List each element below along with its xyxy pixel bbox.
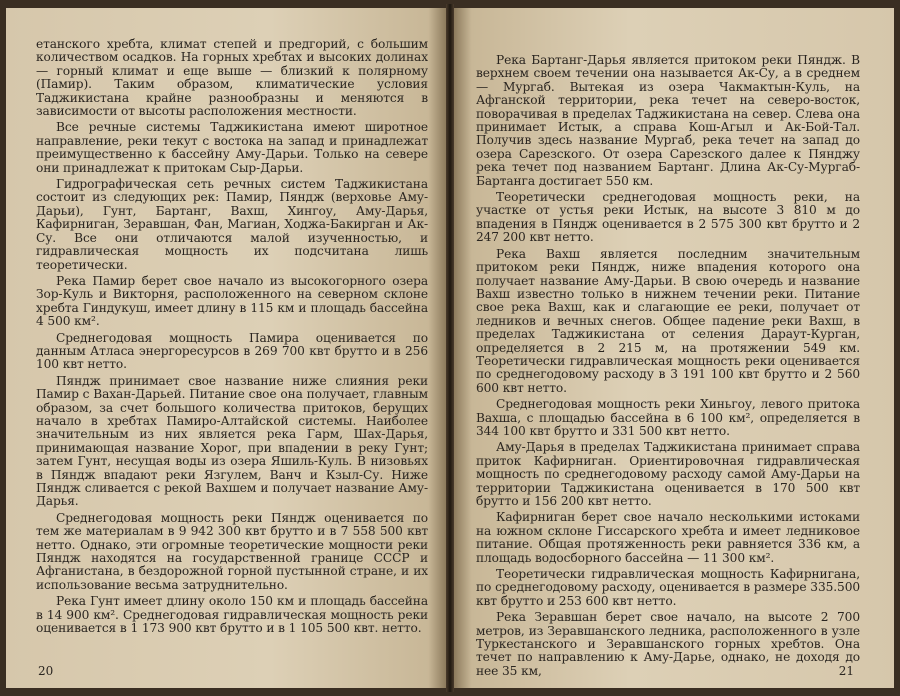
- left-paragraph: Все речные системы Таджикистана имеют широтное направление, реки текут с востока на запад и принадлежат преимущественно к бассейну Аму-Дарьи. Только на севере они принадлежат к притокам Сыр-Дарьи.: [36, 120, 428, 175]
- right-paragraph: Теоретически среднегодовая мощность реки, на участке от устья реки Истык, на высоте 3 810 м до впадения в Пяндж оценивается в 2 575 300 квт брутто и 2 247 200 квт нетто.: [476, 190, 860, 245]
- page-number-left: 20: [38, 664, 54, 678]
- right-paragraph: Река Бартанг-Дарья является притоком реки Пяндж. В верхнем своем течении она называется Ак-Су, а в среднем — Мургаб. Вытекая из озера Чакмактын-Куль, на Афганской территории, река течет на северо-восток, поворачивая в пределах Таджикистана на север. Слева она принимает Истык, а справа Кош-Агыл и Ак-Бой-Тал. Получив здесь название Мургаб, река течет на запад до озера Сарезского. От озера Сарезского далее к Пянджу река течет под названием Бартанг. Длина Ак-Су-Мургаб-Бартанга достигает 550 км.: [476, 53, 860, 188]
- left-paragraph: етанского хребта, климат степей и предгорий, с большим количеством осадков. На горных хребтах и высоких долинах — горный климат и еще выше — близкий к полярному (Памир). Таким образом, климатические условия Таджикистана крайне разнообразны и меняются в зависимости от высоты расположения местности.: [36, 37, 428, 119]
- left-paragraph: Среднегодовая мощность реки Пяндж оценивается по тем же материалам в 9 942 300 квт брутто и в 7 558 500 квт нетто. Однако, эти огромные теоретические мощности реки Пяндж находятся на государственной границе СССР и Афганистана, в бездорожной горной пустынной стране, и их использование весьма затруднительно.: [36, 510, 428, 592]
- left-paragraph: Пяндж принимает свое название ниже слияния реки Памир с Вахан-Дарьей. Питание свое она получает, главным образом, за счет большого количества притоков, берущих начало в хребтах Памиро-Алтайской системы. Наиболее значительным из них является река Гарм, Шах-Дарья, принимающая название Хорог, при впадении в реку Гунт; затем Гунт, несущая воды из озера Яшиль-Куль. В низовьях в Пяндж впадают реки Язгулем, Ванч и Кзыл-Су. Ниже Пяндж сливается с рекой Вахшем и получает название Аму-Дарья.: [36, 373, 428, 509]
- right-paragraph: Кафирниган берет свое начало несколькими истоками на южном склоне Гиссарского хребта и имеет ледниковое питание. Общая протяженность реки равняется 336 км, а площадь водосборного бассейна — 11 300 км².: [476, 510, 860, 565]
- right-paragraph: Река Вахш является последним значительным притоком реки Пяндж, ниже впадения которого она получает название Аму-Дарьи. В свою очередь и название Вахш известно только в нижнем течении реки. Питание свое река Вахш, как и слагающие ее реки, получает от ледников и вечных снегов. Общее падение реки Вахш, в пределах Таджикистана от селения Дараут-Курган, определяется в 2 215 м, на протяжении 549 км. Теоретически гидравлическая мощность реки оценивается по среднегодовому расходу в 3 191 100 квт брутто и 2 560 600 квт нетто.: [476, 246, 860, 395]
- left-paragraph: Река Гунт имеет длину около 150 км и площадь бассейна в 14 900 км². Среднегодовая гидравлическая мощность реки оценивается в 1 173 900 квт брутто и в 1 105 500 квт. нетто.: [36, 594, 428, 636]
- left-paragraph: Среднегодовая мощность Памира оценивается по данным Атласа энергоресурсов в 269 700 квт брутто и в 256 100 квт нетто.: [36, 330, 428, 372]
- left-paragraph: Река Памир берет свое начало из высокогорного озера Зор-Куль и Викторня, расположенного на северном склоне хребта Гиндукуш, имеет длину в 115 км и площадь бассейна 4 500 км².: [36, 273, 428, 329]
- right-paragraph: Среднегодовая мощность реки Хиньгоу, левого притока Вахша, с площадью бассейна в 6 100 км², определяется в 344 100 квт брутто и 331 500 квт нетто.: [476, 397, 860, 438]
- left-paragraph: Гидрографическая сеть речных систем Таджикистана состоит из следующих рек: Памир, Пяндж (верховье Аму-Дарьи), Гунт, Бартанг, Вахш, Хингоу, Аму-Дарья, Кафирниган, Зеравшан, Фан, Магиан, Ходжа-Бакирган и Ак-Су. Все они отличаются малой изученностью, и гидравлическая мощность их подсчитана лишь теоретически.: [36, 177, 428, 272]
- right-page: [454, 8, 894, 688]
- page-number-right: 21: [838, 664, 854, 678]
- right-paragraph: Аму-Дарья в пределах Таджикистана принимает справа приток Кафирниган. Ориентировочная гидравлическая мощность по среднегодовому расходу самой Аму-Дарьи на территории Таджикистана оценивается в 170 500 квт брутто и 156 200 квт нетто.: [476, 440, 860, 508]
- book-gutter: [446, 4, 454, 692]
- right-paragraph: Река Зеравшан берет свое начало, на высоте 2 700 метров, из Зеравшанского ледника, расположенного в узле Туркестанского и Зеравшанского горных хребтов. Она течет по направлению к Аму-Дарье, однако, не доходя до нее 35 км,: [476, 610, 860, 678]
- left-page: [6, 8, 446, 688]
- right-paragraph: Теоретически гидравлическая мощность Кафирнигана, по среднегодовому расходу, оценивается в размере 335.500 квт брутто и 253 600 квт нетто.: [476, 567, 860, 608]
